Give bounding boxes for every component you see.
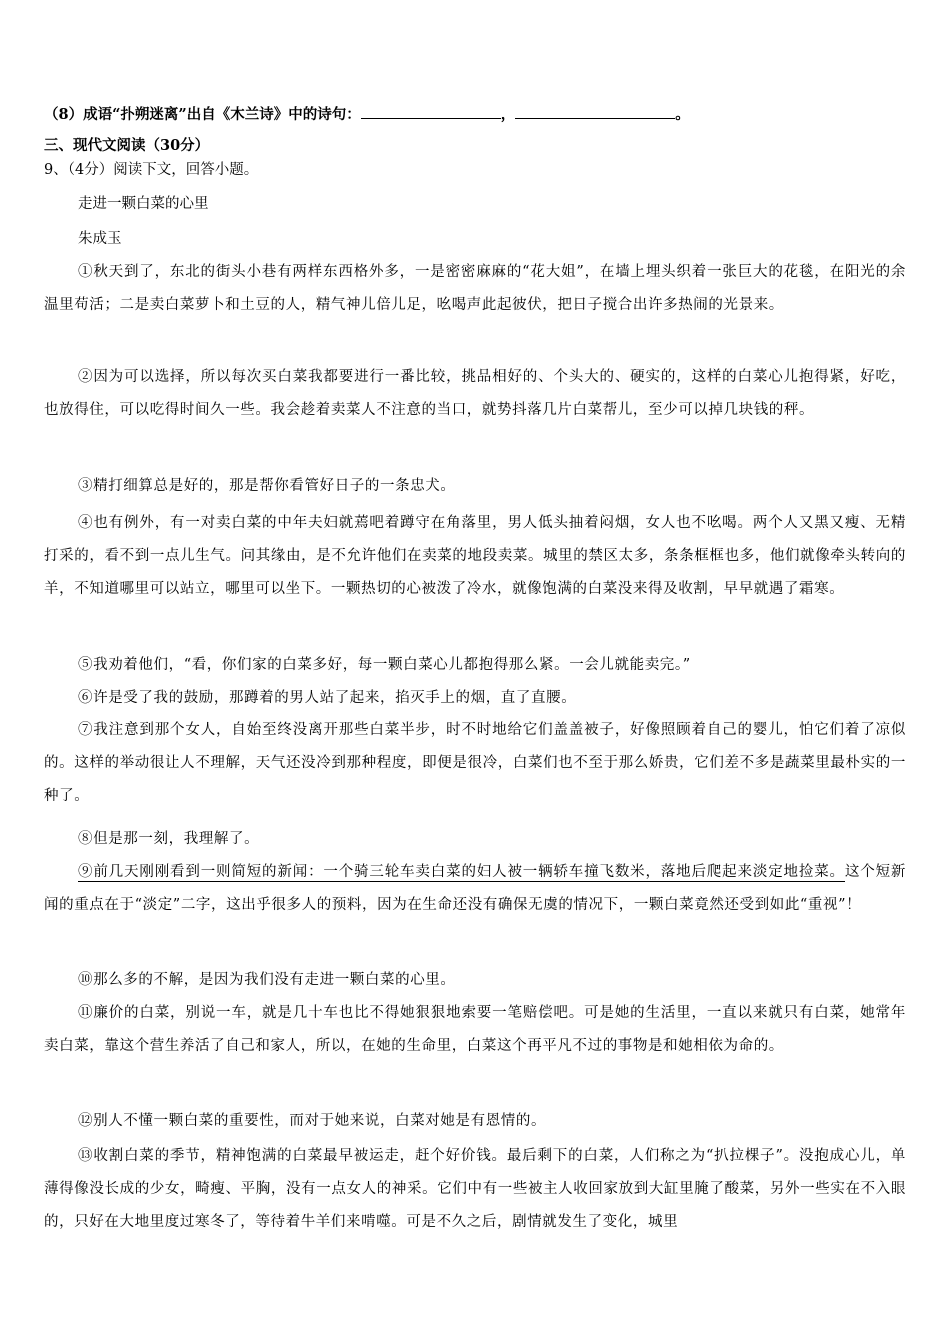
article-author: 朱成玉	[78, 231, 122, 247]
paragraph-9-rest: 这个短新闻的重点在于“淡定”二字，这出乎很多人的预料，因为在生命还没有确保无虞的情况下，一颗白菜竟然还受到如此“重视”！	[44, 864, 907, 913]
question-8	[44, 104, 690, 125]
paragraph-9-underlined-sentence: ⑨前几天刚刚看到一则简短的新闻：一个骑三轮车卖白菜的妇人被一辆轿车撞飞数米，落地后爬起来淡定地捡菜。	[78, 864, 845, 880]
paragraph-13: ⑬收割白菜的季节，精神饱满的白菜最早被运走，赶个好价钱。最后剩下的白菜，人们称之为“扒拉棵子”。没抱成心儿，单薄得像没长成的少女，畸瘦、平胸，没有一点女人的神采。它们中有一些被主人收回家放到大缸里腌了酸菜，另外一些实在不入眼的，只好在大地里度过寒冬了，等待着牛羊们来啃噬。可是不久之后，剧情就发生了变化，城里	[44, 1148, 906, 1230]
paragraph-9	[44, 856, 906, 922]
answer-blank-2[interactable]	[515, 104, 675, 119]
paragraph-8: ⑧但是那一刻，我理解了。	[78, 831, 260, 847]
paragraph-12: ⑫别人不懂一颗白菜的重要性，而对于她来说，白菜对她是有恩情的。	[78, 1113, 547, 1129]
paragraph-5: ⑤我劝着他们，“看，你们家的白菜多好，每一颗白菜心儿都抱得那么紧。一会儿就能卖完。”	[78, 657, 691, 673]
section-3-heading: 三、现代文阅读（30分）	[44, 137, 210, 154]
question-8-suffix: 。	[675, 106, 690, 123]
paragraph-3: ③精打细算总是好的，那是帮你看管好日子的一条忠犬。	[78, 478, 456, 494]
question-9-stem: 9、（4分）阅读下文，回答小题。	[44, 162, 259, 178]
paragraph-11: ⑪廉价的白菜，别说一车，就是几十车也比不得她狠狠地索要一笔赔偿吧。可是她的生活里，一直以来就只有白菜，她常年卖白菜，靠这个营生养活了自己和家人，所以，在她的生命里，白菜这个再平凡不过的事物是和她相依为命的。	[44, 1005, 906, 1054]
paragraph-10: ⑩那么多的不解，是因为我们没有走进一颗白菜的心里。	[78, 972, 456, 988]
paragraph-4: ④也有例外，有一对卖白菜的中年夫妇就蔫吧着蹲守在角落里，男人低头抽着闷烟，女人也不吆喝。两个人又黑又瘦、无精打采的，看不到一点儿生气。问其缘由，是不允许他们在卖菜的地段卖菜。城里的禁区太多，条条框框也多，他们就像牵头转向的羊，不知道哪里可以站立，哪里可以坐下。一颗热切的心被泼了冷水，就像饱满的白菜没来得及收割，早早就遇了霜寒。	[44, 515, 906, 597]
paragraph-1: ①秋天到了，东北的街头小巷有两样东西格外多，一是密密麻麻的“花大姐”，在墙上埋头织着一张巨大的花毯，在阳光的余温里苟活；二是卖白菜萝卜和土豆的人，精气神儿倍儿足，吆喝声此起彼伏，把日子搅合出许多热闹的光景来。	[44, 264, 906, 313]
question-8-prefix: （8）成语“扑朔迷离”出自《木兰诗》中的诗句：	[44, 106, 361, 123]
paragraph-2: ②因为可以选择，所以每次买白菜我都要进行一番比较，挑品相好的、个头大的、硬实的，这样的白菜心儿抱得紧，好吃，也放得住，可以吃得时间久一些。我会趁着卖菜人不注意的当口，就势抖落几片白菜帮儿，至少可以掉几块钱的秤。	[44, 369, 906, 418]
article-title: 走进一颗白菜的心里	[78, 196, 209, 212]
paragraph-7: ⑦我注意到那个女人，自始至终没离开那些白菜半步，时不时地给它们盖盖被子，好像照顾着自己的婴儿，怕它们着了凉似的。这样的举动很让人不理解，天气还没冷到那种程度，即便是很冷，白菜们也不至于那么娇贵，它们差不多是蔬菜里最朴实的一种了。	[44, 722, 906, 804]
answer-blank-1[interactable]	[361, 104, 501, 119]
question-8-separator: ，	[500, 106, 516, 123]
paragraph-6: ⑥许是受了我的鼓励，那蹲着的男人站了起来，掐灭手上的烟，直了直腰。	[78, 690, 577, 706]
